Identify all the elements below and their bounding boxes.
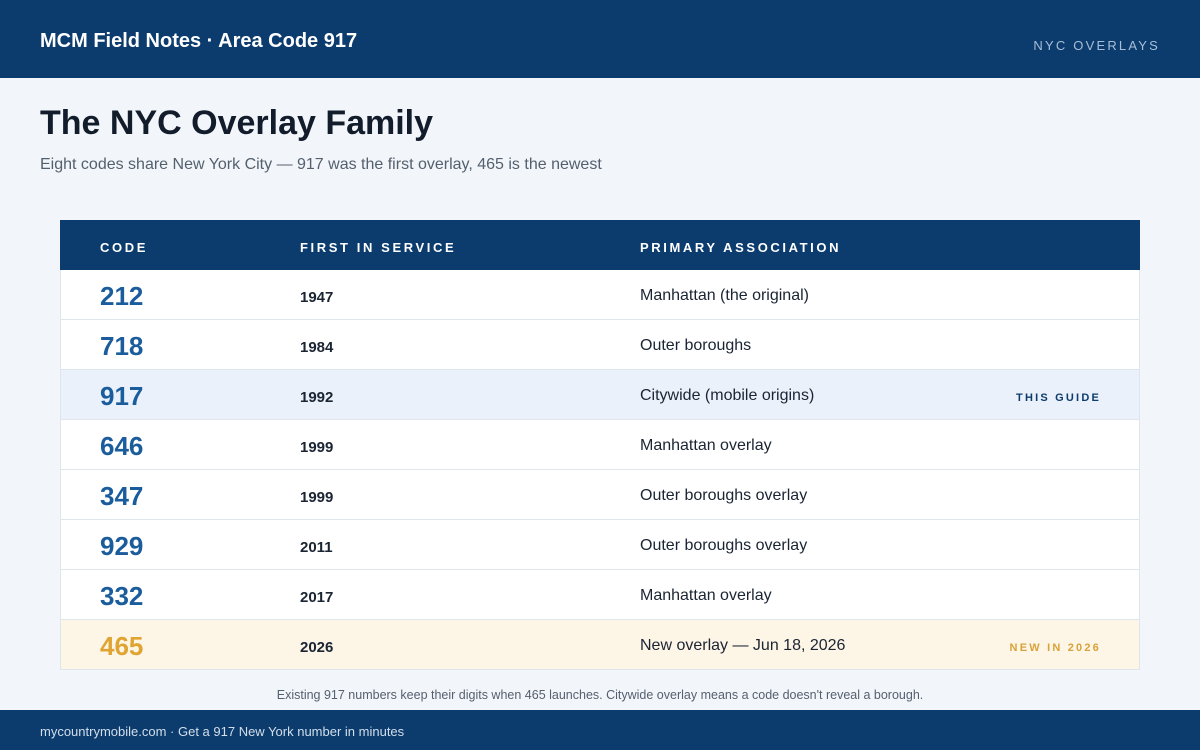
site-title: MCM Field Notes · Area Code 917 xyxy=(40,30,358,52)
footer-text: mycountrymobile.com · Get a 917 New York number in minutes xyxy=(40,724,405,739)
area-code: 929 xyxy=(100,531,144,561)
first-in-service-year: 2026 xyxy=(300,639,334,656)
primary-association: Manhattan overlay xyxy=(640,587,772,604)
new-badge: NEW IN 2026 xyxy=(1009,642,1101,654)
primary-association: Manhattan overlay xyxy=(640,437,772,454)
primary-association: Outer boroughs overlay xyxy=(640,487,808,504)
table-row xyxy=(60,420,1140,470)
table-row-new xyxy=(60,620,1140,670)
table-row xyxy=(60,570,1140,620)
page-subtitle: Eight codes share New York City — 917 was the first overlay, 465 is the newest xyxy=(40,156,602,173)
table-row xyxy=(60,320,1140,370)
overlay-table xyxy=(60,220,1140,670)
primary-association: Outer boroughs xyxy=(640,337,752,354)
first-in-service-year: 1947 xyxy=(300,289,334,306)
primary-association: Citywide (mobile origins) xyxy=(640,387,815,404)
table-header xyxy=(60,220,1140,270)
area-code: 917 xyxy=(100,381,144,411)
table-row-highlighted xyxy=(60,370,1140,420)
area-code: 347 xyxy=(100,481,144,511)
column-header-first-in-service: FIRST IN SERVICE xyxy=(300,240,457,255)
primary-association: New overlay — Jun 18, 2026 xyxy=(640,637,846,654)
section-tag: NYC OVERLAYS xyxy=(1033,38,1160,53)
column-header-primary-association: PRIMARY ASSOCIATION xyxy=(640,240,842,255)
column-header-code: CODE xyxy=(100,240,148,255)
first-in-service-year: 1992 xyxy=(300,389,334,406)
area-code: 212 xyxy=(100,281,144,311)
table-row xyxy=(60,270,1140,320)
first-in-service-year: 1984 xyxy=(300,339,334,356)
first-in-service-year: 2011 xyxy=(300,539,333,556)
area-code: 332 xyxy=(100,581,144,611)
first-in-service-year: 1999 xyxy=(300,489,334,506)
primary-association: Manhattan (the original) xyxy=(640,287,809,304)
area-code: 646 xyxy=(100,431,144,461)
primary-association: Outer boroughs overlay xyxy=(640,537,808,554)
first-in-service-year: 1999 xyxy=(300,439,334,456)
footer-bar xyxy=(0,710,1200,750)
top-bar xyxy=(0,0,1200,78)
table-row xyxy=(60,470,1140,520)
page-title: The NYC Overlay Family xyxy=(40,104,434,142)
this-guide-badge: THIS GUIDE xyxy=(1016,392,1101,404)
area-code: 718 xyxy=(100,331,144,361)
area-code: 465 xyxy=(100,631,144,661)
table-footnote: Existing 917 numbers keep their digits when 465 launches. Citywide overlay means a code doesn't reveal a borough. xyxy=(276,688,924,702)
table-row xyxy=(60,520,1140,570)
first-in-service-year: 2017 xyxy=(300,589,334,606)
